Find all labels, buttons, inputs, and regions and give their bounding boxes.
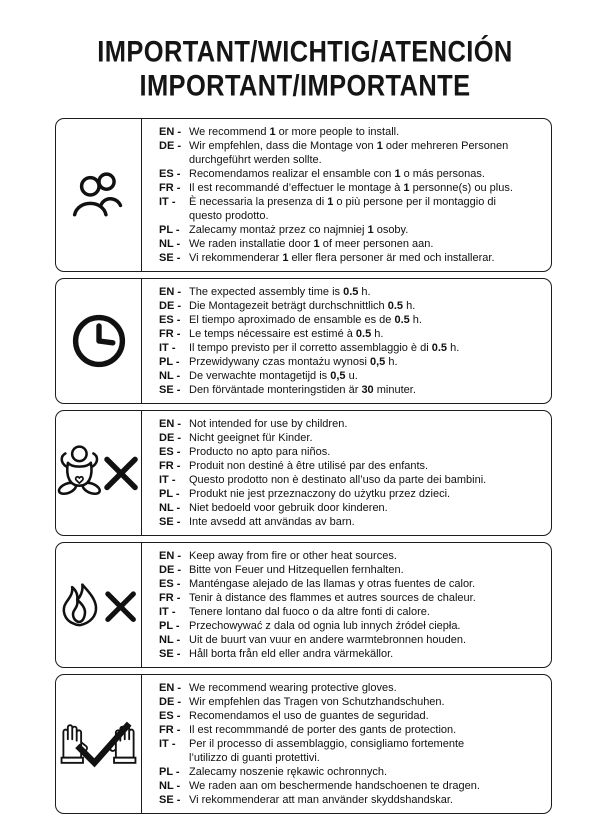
- instruction-row-pl: [159, 355, 545, 369]
- language-code: ES -: [159, 446, 181, 458]
- language-code: NL -: [159, 634, 181, 646]
- language-code: PL -: [159, 224, 180, 236]
- language-code: EN -: [159, 418, 181, 430]
- instruction-row-se: [159, 793, 545, 807]
- instruction-text: Uit de buurt van vuur en andere warmtebronnen houden.: [189, 634, 467, 646]
- instruction-text: Per il processo di assemblaggio, consigliamo fortemente l’utilizzo di guanti protettivi.: [189, 738, 465, 764]
- instruction-row-es: [159, 577, 545, 591]
- section-text: [142, 675, 551, 813]
- instruction-text: Not intended for use by children.: [189, 418, 348, 430]
- instruction-row-pl: [159, 619, 545, 633]
- instruction-sections: [55, 118, 552, 814]
- section-text: [142, 411, 551, 535]
- section-assembly-time: [55, 278, 552, 404]
- language-code: IT -: [159, 342, 176, 354]
- language-code: EN -: [159, 550, 181, 562]
- instruction-text: We raden installatie door 1 of meer personen aan.: [189, 238, 434, 250]
- instruction-text: Bitte von Feuer und Hitzequellen fernhalten.: [189, 564, 404, 576]
- section-icon-cell: [56, 675, 142, 813]
- instruction-text: È necessaria la presenza di 1 o più persone per il montaggio di questo prodotto.: [189, 196, 496, 222]
- instruction-text: Wir empfehlen, dass die Montage von 1 oder mehreren Personen durchgeführt werden sollte.: [189, 140, 509, 166]
- instruction-row-nl: [159, 237, 545, 251]
- language-code: FR -: [159, 592, 181, 604]
- language-code: IT -: [159, 196, 176, 208]
- page-title-line-2: IMPORTANT/IMPORTANTE: [139, 68, 471, 103]
- instruction-text: Manténgase alejado de las llamas y otras fuentes de calor.: [189, 578, 476, 590]
- instruction-text: Vi rekommenderar 1 eller flera personer är med och installerar.: [189, 252, 495, 264]
- instruction-row-it: [159, 341, 545, 355]
- section-icon-cell: [56, 543, 142, 667]
- instruction-row-es: [159, 313, 545, 327]
- language-code: PL -: [159, 766, 180, 778]
- instruction-row-en: [159, 549, 545, 563]
- language-code: NL -: [159, 780, 181, 792]
- instruction-text: Nicht geeignet für Kinder.: [189, 432, 313, 444]
- language-code: DE -: [159, 696, 181, 708]
- section-no-children: [55, 410, 552, 536]
- instruction-row-nl: [159, 633, 545, 647]
- language-code: FR -: [159, 328, 181, 340]
- instruction-row-en: [159, 681, 545, 695]
- instruction-text: El tiempo aproximado de ensamble es de 0.5 h.: [189, 314, 422, 326]
- language-code: EN -: [159, 682, 181, 694]
- instruction-text: Wir empfehlen das Tragen von Schutzhandschuhen.: [189, 696, 445, 708]
- instruction-row-es: [159, 709, 545, 723]
- instruction-row-de: [159, 695, 545, 709]
- instruction-row-de: [159, 563, 545, 577]
- instruction-text: Tenir à distance des flammes et autres sources de chaleur.: [189, 592, 476, 604]
- instruction-text: Produit non destiné à être utilisé par des enfants.: [189, 460, 429, 472]
- language-code: FR -: [159, 460, 181, 472]
- language-code: EN -: [159, 286, 181, 298]
- instruction-text: We raden aan om beschermende handschoenen te dragen.: [189, 780, 480, 792]
- language-code: PL -: [159, 356, 180, 368]
- instruction-row-de: [159, 299, 545, 313]
- instruction-row-fr: [159, 181, 545, 195]
- instruction-row-it: [159, 737, 545, 765]
- language-code: IT -: [159, 738, 176, 750]
- instruction-row-se: [159, 383, 545, 397]
- instruction-row-it: [159, 473, 545, 487]
- section-icon-cell: [56, 119, 142, 271]
- language-code: IT -: [159, 606, 176, 618]
- instruction-text: Producto no apto para niños.: [189, 446, 331, 458]
- instruction-text: Vi rekommenderar att man använder skyddshandskar.: [189, 794, 453, 806]
- instruction-row-pl: [159, 487, 545, 501]
- instruction-row-de: [159, 139, 545, 167]
- instruction-text: Produkt nie jest przeznaczony do użytku przez dzieci.: [189, 488, 451, 500]
- language-code: SE -: [159, 794, 181, 806]
- section-text: [142, 279, 551, 403]
- instruction-row-de: [159, 431, 545, 445]
- instruction-row-pl: [159, 765, 545, 779]
- instruction-row-it: [159, 605, 545, 619]
- keep-away-from-fire-icon: [56, 577, 141, 633]
- instruction-row-nl: [159, 501, 545, 515]
- instruction-row-fr: [159, 591, 545, 605]
- no-children-icon: [56, 442, 141, 504]
- protective-gloves-icon: [56, 714, 141, 774]
- page-title-line-1: IMPORTANT/WICHTIG/ATENCIÓN: [97, 34, 513, 69]
- language-code: SE -: [159, 648, 181, 660]
- language-code: DE -: [159, 564, 181, 576]
- instruction-row-pl: [159, 223, 545, 237]
- instruction-text: The expected assembly time is 0.5 h.: [189, 286, 371, 298]
- instruction-row-fr: [159, 459, 545, 473]
- instruction-row-it: [159, 195, 545, 223]
- section-icon-cell: [56, 279, 142, 403]
- instruction-text: We recommend 1 or more people to install.: [189, 126, 400, 138]
- section-text: [142, 119, 551, 271]
- instruction-text: Il tempo previsto per il corretto assemblaggio è di 0.5 h.: [189, 342, 460, 354]
- language-code: FR -: [159, 182, 181, 194]
- instruction-row-se: [159, 515, 545, 529]
- language-code: DE -: [159, 140, 181, 152]
- language-code: SE -: [159, 384, 181, 396]
- language-code: PL -: [159, 488, 180, 500]
- instruction-text: Den förväntade monteringstiden är 30 minuter.: [189, 384, 416, 396]
- language-code: EN -: [159, 126, 181, 138]
- instruction-text: Le temps nécessaire est estimé à 0.5 h.: [189, 328, 384, 340]
- instruction-text: De verwachte montagetijd is 0,5 u.: [189, 370, 358, 382]
- instruction-row-en: [159, 125, 545, 139]
- instruction-text: Zalecamy montaż przez co najmniej 1 osoby.: [189, 224, 409, 236]
- language-code: ES -: [159, 314, 181, 326]
- instruction-text: Recomendamos el uso de guantes de seguridad.: [189, 710, 429, 722]
- instruction-row-nl: [159, 369, 545, 383]
- language-code: DE -: [159, 432, 181, 444]
- instruction-text: Przechowywać z dala od ognia lub innych źródeł ciepła.: [189, 620, 461, 632]
- instruction-row-es: [159, 167, 545, 181]
- instruction-row-se: [159, 251, 545, 265]
- instruction-text: Inte avsedd att användas av barn.: [189, 516, 355, 528]
- instruction-row-se: [159, 647, 545, 661]
- section-text: [142, 543, 551, 667]
- instruction-row-en: [159, 417, 545, 431]
- instruction-row-en: [159, 285, 545, 299]
- language-code: SE -: [159, 516, 181, 528]
- language-code: DE -: [159, 300, 181, 312]
- language-code: FR -: [159, 724, 181, 736]
- instruction-text: Zalecamy noszenie rękawic ochronnych.: [189, 766, 388, 778]
- page-title: [6, 34, 604, 102]
- instruction-text: Keep away from fire or other heat sources.: [189, 550, 397, 562]
- instruction-row-fr: [159, 723, 545, 737]
- instruction-text: Recomendamos realizar el ensamble con 1 o más personas.: [189, 168, 485, 180]
- language-code: IT -: [159, 474, 176, 486]
- instruction-row-es: [159, 445, 545, 459]
- language-code: NL -: [159, 502, 181, 514]
- instruction-text: We recommend wearing protective gloves.: [189, 682, 397, 694]
- section-installers: [55, 118, 552, 272]
- language-code: NL -: [159, 238, 181, 250]
- two-people-icon: [70, 164, 128, 226]
- language-code: PL -: [159, 620, 180, 632]
- language-code: ES -: [159, 168, 181, 180]
- instruction-row-nl: [159, 779, 545, 793]
- instruction-text: Il est recommmandé de porter des gants de protection.: [189, 724, 457, 736]
- section-icon-cell: [56, 411, 142, 535]
- clock-icon: [69, 311, 129, 371]
- instruction-text: Il est recommandé d’effectuer le montage à 1 personne(s) ou plus.: [189, 182, 513, 194]
- instruction-text: Tenere lontano dal fuoco o da altre fonti di calore.: [189, 606, 430, 618]
- instruction-text: Die Montagezeit beträgt durchschnittlich 0.5 h.: [189, 300, 416, 312]
- section-gloves: [55, 674, 552, 814]
- language-code: ES -: [159, 578, 181, 590]
- instruction-text: Niet bedoeld voor gebruik door kinderen.: [189, 502, 388, 514]
- instruction-row-fr: [159, 327, 545, 341]
- instruction-text: Przewidywany czas montażu wynosi 0,5 h.: [189, 356, 398, 368]
- instruction-text: Questo prodotto non è destinato all’uso da parte dei bambini.: [189, 474, 487, 486]
- section-no-fire: [55, 542, 552, 668]
- language-code: NL -: [159, 370, 181, 382]
- instruction-text: Håll borta från eld eller andra värmekällor.: [189, 648, 394, 660]
- language-code: ES -: [159, 710, 181, 722]
- language-code: SE -: [159, 252, 181, 264]
